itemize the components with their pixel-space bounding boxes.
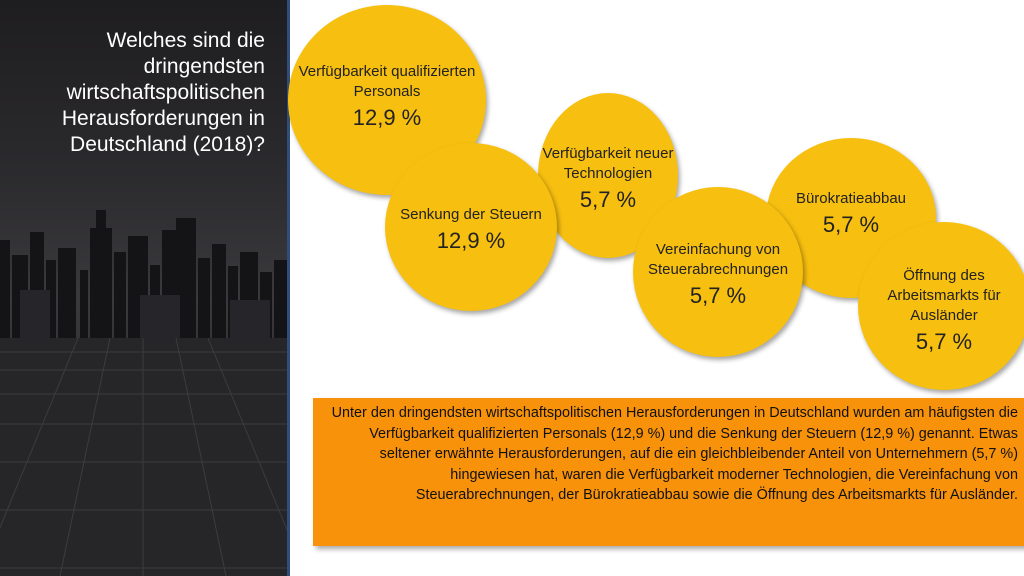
city-skyline-image: [0, 200, 287, 350]
circle-arbeitsmarkt-auslaender: [858, 222, 1024, 390]
circle-label: Verfügbarkeit neuer Technologien: [542, 144, 674, 182]
circle-value: 5,7 %: [822, 212, 880, 237]
circle-senkung-steuern: [385, 143, 557, 311]
circle-value: 12,9 %: [352, 105, 422, 130]
circle-label: Bürokratieabbau: [795, 190, 907, 207]
circle-value: 12,9 %: [436, 228, 506, 253]
rooftop-floor-image: [0, 338, 287, 576]
circle-value: 5,7 %: [689, 283, 747, 308]
circle-label: Vereinfachung von Steuerabrechnungen: [647, 241, 789, 278]
circle-label: Verfügbarkeit qualifizierten Personals: [298, 63, 476, 100]
circle-label: Öffnung des Arbeitsmarkts für Ausländer: [887, 267, 1001, 324]
circle-label: Senkung der Steuern: [400, 206, 542, 223]
summary-text-box: [313, 398, 1024, 546]
background-photo-panel: [0, 0, 287, 576]
circle-steuerabrechnungen: [633, 187, 803, 357]
circle-value: 5,7 %: [915, 329, 973, 354]
page-title: Welches sind die dringendsten wirtschaftspolitischen Herausforderungen in Deutschland (2018)?: [61, 29, 265, 156]
circle-value: 5,7 %: [579, 186, 637, 212]
summary-text: Unter den dringendsten wirtschaftspolitischen Herausforderungen in Deutschland wurden am häufigsten die Verfügbarkeit qualifizierten Personals (12,9 %) und die Senkung der Steuern (12,9 %) genannt. Etwas seltener erwähnte Herausforderungen, auf die ein gleichbleibender Anteil von Unternehmern (5,7 %) hingewiesen hat, waren die Verfügbarkeit moderner Technologien, die Vereinfachung von Steuerabrechnungen, der Bürokratieabbau sowie die Öffnung des Arbeitsmarkts für Ausländer.: [331, 405, 1018, 504]
